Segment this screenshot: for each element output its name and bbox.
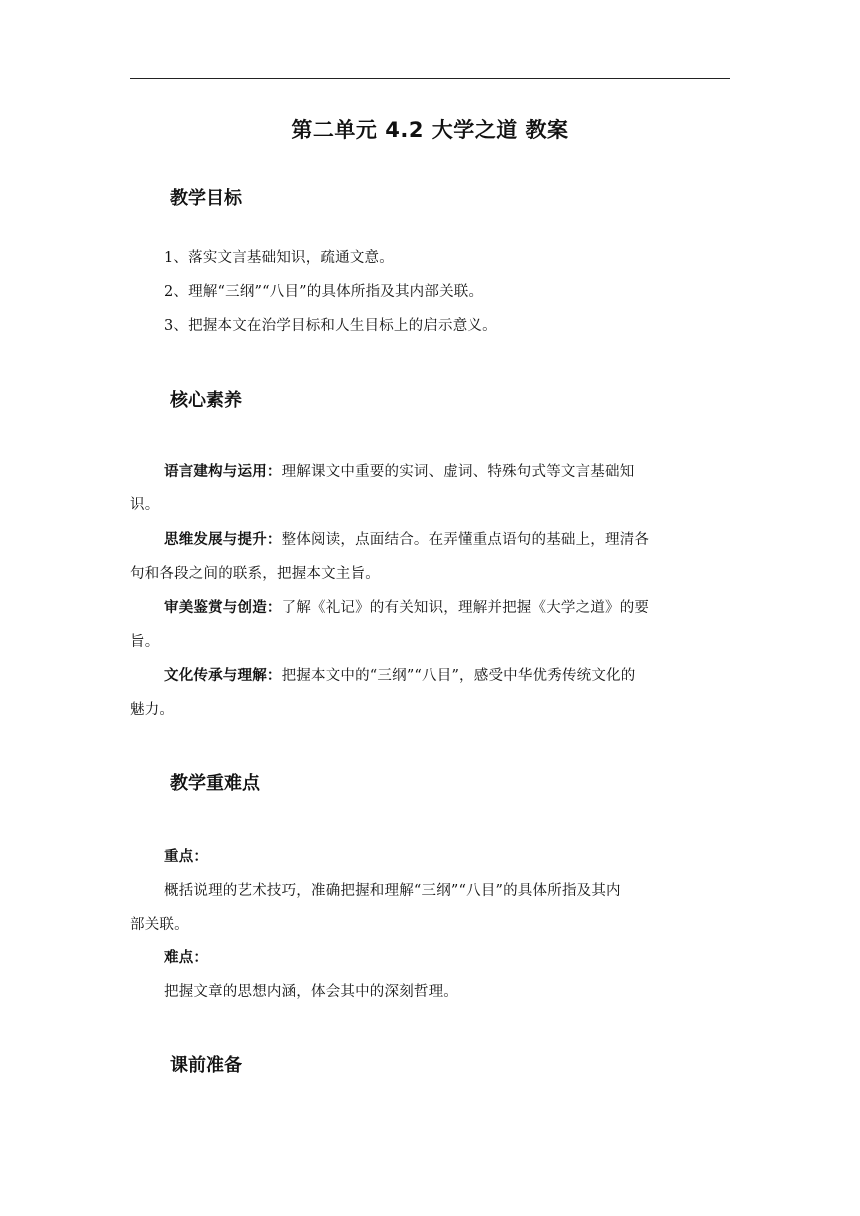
literacy-text: 整体阅读，点面结合。在弄懂重点语句的基础上，理清各 <box>281 532 650 548</box>
literacy-text-continued: 旨。 <box>130 634 160 650</box>
section-heading-prep: 课前准备 <box>170 1055 242 1076</box>
literacy-text-continued: 识。 <box>130 497 160 513</box>
goal-item: 1、落实文言基础知识，疏通文意。 <box>164 250 394 266</box>
literacy-text: 了解《礼记》的有关知识，理解并把握《大学之道》的要 <box>281 600 650 616</box>
literacy-text: 把握本文中的“三纲”“八目”，感受中华优秀传统文化的 <box>281 668 636 684</box>
section-heading-goals: 教学目标 <box>170 188 242 209</box>
key-point-text-continued: 部关联。 <box>130 917 189 933</box>
key-point-text: 概括说理的艺术技巧，准确把握和理解“三纲”“八目”的具体所指及其内 <box>164 883 621 899</box>
section-heading-focus: 教学重难点 <box>170 773 260 794</box>
literacy-label: 语言建构与运用： <box>164 463 282 480</box>
literacy-text-continued: 句和各段之间的联系，把握本文主旨。 <box>130 566 380 582</box>
goal-item: 2、理解“三纲”“八目”的具体所指及其内部关联。 <box>164 284 484 300</box>
goal-item: 3、把握本文在治学目标和人生目标上的启示意义。 <box>164 318 497 334</box>
literacy-text-continued: 魅力。 <box>130 702 175 718</box>
header-rule <box>130 78 730 79</box>
literacy-paragraph-culture <box>164 664 635 685</box>
literacy-label: 审美鉴赏与创造： <box>164 599 282 616</box>
literacy-label: 思维发展与提升： <box>164 531 282 548</box>
difficult-point-text: 把握文章的思想内涵，体会其中的深刻哲理。 <box>164 984 458 1000</box>
literacy-label: 文化传承与理解： <box>164 667 282 684</box>
literacy-text: 理解课文中重要的实词、虚词、特殊句式等文言基础知 <box>281 464 635 480</box>
page-title: 第二单元 4.2 大学之道 教案 <box>291 118 569 142</box>
literacy-paragraph-thinking <box>164 528 649 549</box>
section-heading-literacy: 核心素养 <box>170 390 242 411</box>
literacy-paragraph-language <box>164 460 634 481</box>
difficult-point-label: 难点： <box>164 949 209 966</box>
key-point-label: 重点： <box>164 848 209 865</box>
literacy-paragraph-aesthetic <box>164 596 649 617</box>
